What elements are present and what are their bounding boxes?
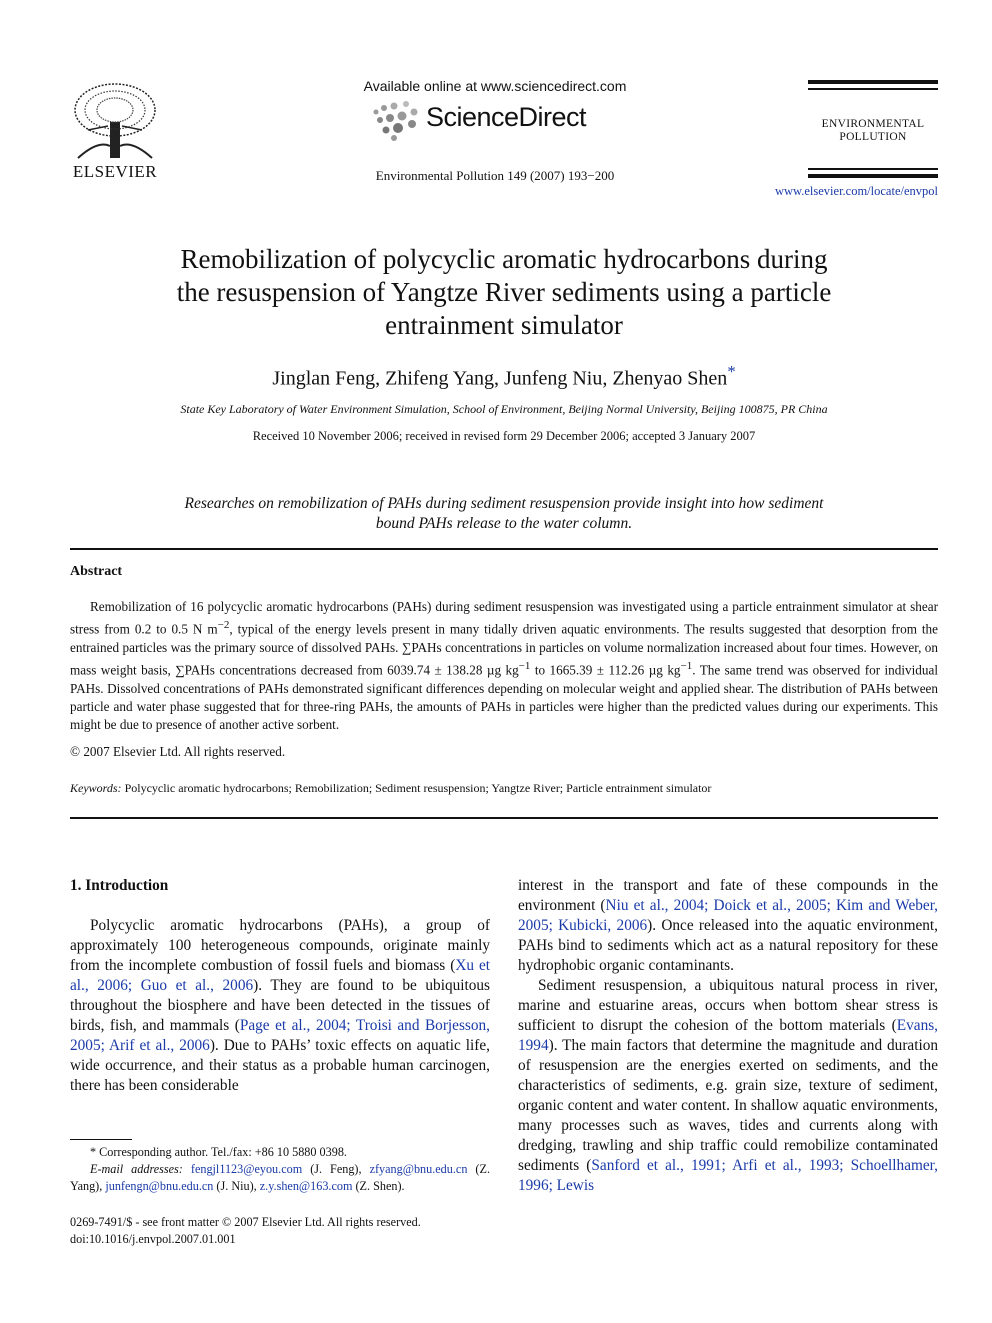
citation-link[interactable]: Page et al., 2004; Troisi and Borjesson, 2005; Arif et al., 2006 — [70, 1017, 490, 1054]
email-label: E-mail addresses: — [90, 1162, 183, 1176]
keywords — [70, 781, 938, 796]
email-owner: (J. Feng), — [302, 1162, 370, 1176]
abstract-text-4: . The same trend was observed for individual PAHs. Dissolved concentrations of PAHs demonstrated significant differences depending on molecular weight and applied shear. The distribution of PAHs between particle and water phase suggested that for three-ring PAHs, the amounts of PAHs in particles were higher than the predicted values during our experiments. This might be due to presence of another active sorbent. — [70, 662, 938, 732]
affiliation: State Key Laboratory of Water Environment Simulation, School of Environment, Beijing Normal University, Beijing 100875, PR China — [180, 402, 828, 416]
abstract-copyright: © 2007 Elsevier Ltd. All rights reserved. — [70, 744, 286, 759]
intro-text: ). They are found to be ubiquitous throughout the biosphere and have been detected in the tissues of birds, fish, and mammals ( — [70, 977, 490, 1034]
abstract-text-2: , typical of the energy levels present in many tidally driven aquatic environments. The results suggested that desorption from the entrained particles was the primary source of dissolved PAHs. ∑PAHs concentrations in particles on volume normalization increased about four times. However, on mass weight basis, ∑PAHs concentrations decreased from 6039.74 ± 138.28 µg kg — [70, 621, 939, 678]
email-link[interactable]: zfyang@bnu.edu.cn — [369, 1162, 468, 1176]
sciencedirect-dots-icon — [370, 98, 426, 142]
journal-title-line2: POLLUTION — [839, 131, 907, 143]
front-matter — [70, 1214, 421, 1248]
footnote-rule — [70, 1139, 132, 1140]
sciencedirect-wordmark: ScienceDirect — [426, 102, 587, 132]
intro-text: ). Once released into the aquatic environment, PAHs bind to sediments which act as a natural repository for these hydrophobic organic contaminants. — [518, 917, 938, 974]
available-online-text[interactable]: Available online at www.sciencedirect.com — [363, 78, 627, 94]
email-link[interactable]: fengjl1123@eyou.com — [190, 1162, 303, 1176]
keywords-text: Polycyclic aromatic hydrocarbons; Remobilization; Sediment resuspension; Yangtze River; Particle entrainment simulator — [124, 781, 712, 795]
elsevier-tree-logo — [68, 80, 162, 162]
doi-line[interactable]: doi:10.1016/j.envpol.2007.01.001 — [70, 1232, 236, 1246]
abstract-text-1: Remobilization of 16 polycyclic aromatic hydrocarbons (PAHs) during sediment resuspension was investigated using a particle entrainment simulator at shear stress from 0.2 to 0.5 — [70, 599, 938, 637]
intro-text: Polycyclic aromatic hydrocarbons (PAHs), a group of approximately 100 heterogeneous compounds, originate mainly from the incomplete combustion of fossil fuels and biomass ( — [70, 917, 490, 974]
highlight-line1: Researches on remobilization of PAHs during sediment resuspension provide insight into how sediment — [184, 495, 824, 512]
journal-reference: Environmental Pollution 149 (2007) 193−200 — [375, 168, 615, 183]
section-heading-introduction: 1. Introduction — [70, 877, 169, 894]
abstract-exp-1: −2 — [217, 619, 230, 632]
citation-link[interactable]: Xu et al., 2006; Guo et al., 2006 — [70, 957, 491, 994]
corresponding-author-link[interactable]: * — [727, 362, 736, 381]
intro-text: ). The main factors that determine the magnitude and duration of resuspension are the energies exerted on sediments, and the characteristics of sediments, e.g. grain size, texture of sediment, organic content and water content. In shallow aquatic environments, many processes such as waves, tides and currents along with dredging, trawling and ship traffic could remobilize contaminated sediments ( — [518, 1037, 938, 1174]
article-title — [120, 243, 888, 342]
abstract-exp-3: −1 — [680, 660, 693, 672]
abstract-body — [70, 598, 938, 734]
highlight-statement — [140, 494, 868, 534]
body-column-left — [70, 876, 490, 1096]
citation-link[interactable]: Evans, 1994 — [518, 1017, 938, 1054]
abstract-heading: Abstract — [70, 564, 123, 579]
email-owner: (Z. Yang), — [70, 1162, 490, 1193]
keywords-label: Keywords: — [70, 781, 122, 795]
sciencedirect-logo[interactable] — [370, 98, 630, 142]
elsevier-logo-text: ELSEVIER — [72, 162, 158, 181]
intro-text: ). Due to PAHs’ toxic effects on aquatic life, wide occurrence, and their status as a probable human carcinogen, there has been considerable — [70, 1037, 490, 1094]
issn-line: 0269-7491/$ - see front matter © 2007 Elsevier Ltd. All rights reserved. — [70, 1215, 421, 1229]
abstract-rule-bottom — [70, 817, 938, 819]
email-link[interactable]: junfengn@bnu.edu.cn — [105, 1179, 214, 1193]
title-line3: entrainment simulator — [385, 310, 623, 340]
authors-text: Jinglan Feng, Zhifeng Yang, Junfeng Niu, Zhenyao Shen — [272, 367, 728, 390]
journal-rule-bottom — [808, 174, 938, 178]
email-link[interactable]: z.y.shen@163.com — [259, 1179, 353, 1193]
abstract-text-3: to 1665.39 ± 112.26 µg kg — [530, 662, 681, 678]
abstract-rule-top — [70, 548, 938, 550]
footnote — [70, 1144, 490, 1195]
journal-title — [808, 118, 938, 144]
journal-rule-top-thin — [808, 88, 938, 90]
body-column-right — [518, 876, 938, 1196]
title-line1: Remobilization of polycyclic aromatic hydrocarbons during — [180, 244, 828, 274]
corresponding-author-note: * Corresponding author. Tel./fax: +86 10 5880 0398. — [90, 1145, 347, 1159]
journal-url-link[interactable]: www.elsevier.com/locate/envpol — [774, 184, 938, 198]
intro-text: Sediment resuspension, a ubiquitous natural process in river, marine and estuarine areas, occurs when bottom shear stress is sufficient to disrupt the cohesion of the bottom materials ( — [518, 977, 938, 1034]
title-line2: the resuspension of Yangtze River sediments using a particle — [176, 277, 832, 307]
received-dates: Received 10 November 2006; received in revised form 29 December 2006; accepted 3 January 2007 — [252, 429, 756, 443]
author-list — [120, 362, 888, 391]
citation-link[interactable]: Sanford et al., 1991; Arfi et al., 1993; Schoellhamer, 1996; Lewis — [518, 1157, 938, 1194]
journal-title-line1: ENVIRONMENTAL — [821, 118, 925, 130]
abstract-exp-2: −1 — [518, 660, 531, 672]
abstract-unit: N m — [192, 621, 218, 637]
journal-rule-bottom-thin — [808, 168, 938, 170]
email-owner: (J. Niu), — [213, 1179, 260, 1193]
journal-rule-top — [808, 80, 938, 84]
highlight-line2: bound PAHs release to the water column. — [375, 515, 633, 532]
intro-text: interest in the transport and fate of these compounds in the environment ( — [518, 877, 938, 914]
citation-link[interactable]: Niu et al., 2004; Doick et al., 2005; Kim and Weber, 2005; Kubicki, 2006 — [518, 897, 939, 934]
email-owner: (Z. Shen). — [352, 1179, 405, 1193]
